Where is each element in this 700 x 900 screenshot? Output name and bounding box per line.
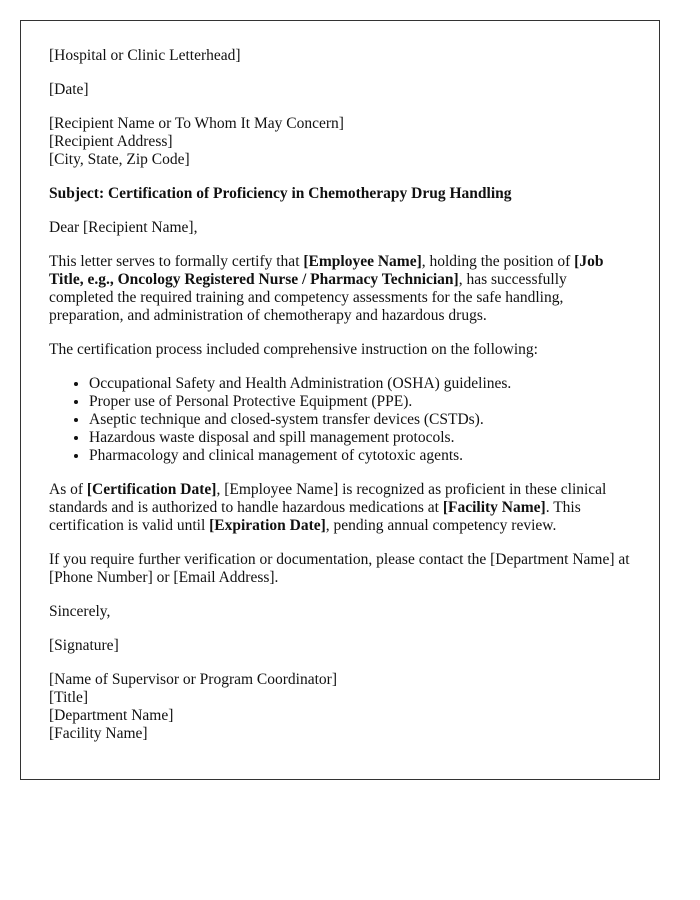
list-item: • Hazardous waste disposal and spill management protocols. (89, 429, 631, 447)
text: , has successfully completed the required training and competency assessments for the safe handling, preparation, and administration of chemotherapy and hazardous drugs. (49, 271, 567, 324)
list-item: • Pharmacology and clinical management of cytotoxic agents. (89, 447, 631, 465)
body-paragraph-3 (49, 481, 631, 535)
body-paragraph-4: If you require further verification or documentation, please contact the [Department Name] at [Phone Number] or [Email Address]. (49, 551, 630, 586)
body-paragraph-1 (49, 253, 631, 325)
list-item: • Proper use of Personal Protective Equipment (PPE). (89, 393, 631, 411)
text: , holding the position of (421, 253, 575, 270)
recipient-city: [City, State, Zip Code] (49, 151, 190, 168)
expiration-date-placeholder: [Expiration Date] (209, 517, 326, 534)
body-paragraph-2: The certification process included comprehensive instruction on the following: (49, 341, 538, 358)
list-item: • Occupational Safety and Health Administration (OSHA) guidelines. (89, 375, 631, 393)
text: As of (49, 481, 87, 498)
letter-page (20, 20, 660, 780)
recipient-block (49, 115, 631, 169)
text: , [Employee Name] is recognized as proficient in these clinical standards and is authorized to handle hazardous medications at (49, 481, 607, 516)
list-item: • Aseptic technique and closed-system transfer devices (CSTDs). (89, 411, 631, 429)
text: This letter serves to formally certify that (49, 253, 304, 270)
certification-date-placeholder: [Certification Date] (86, 481, 217, 498)
signer-title: [Title] (49, 689, 89, 706)
text: , pending annual competency review. (325, 517, 557, 534)
signer-department: [Department Name] (49, 707, 174, 724)
recipient-address: [Recipient Address] (49, 133, 173, 150)
text: . This certification is valid until (49, 499, 581, 534)
job-title-placeholder: [Job Title, e.g., Oncology Registered Nurse / Pharmacy Technician] (49, 253, 604, 288)
subject-line (49, 185, 631, 203)
recipient-name: [Recipient Name or To Whom It May Concern] (49, 115, 344, 132)
signer-name: [Name of Supervisor or Program Coordinator] (49, 671, 337, 688)
employee-name-placeholder: [Employee Name] (303, 253, 422, 270)
signer-facility: [Facility Name] (49, 725, 148, 742)
salutation: Dear [Recipient Name], (49, 219, 198, 236)
closing: Sincerely, (49, 603, 111, 620)
signer-block (49, 671, 631, 743)
subject-text: Subject: Certification of Proficiency in Chemotherapy Drug Handling (49, 185, 512, 202)
training-list (49, 375, 631, 465)
facility-name-placeholder: [Facility Name] (442, 499, 546, 516)
letter-date: [Date] (49, 81, 89, 98)
letterhead: [Hospital or Clinic Letterhead] (49, 47, 241, 64)
signature: [Signature] (49, 637, 119, 654)
